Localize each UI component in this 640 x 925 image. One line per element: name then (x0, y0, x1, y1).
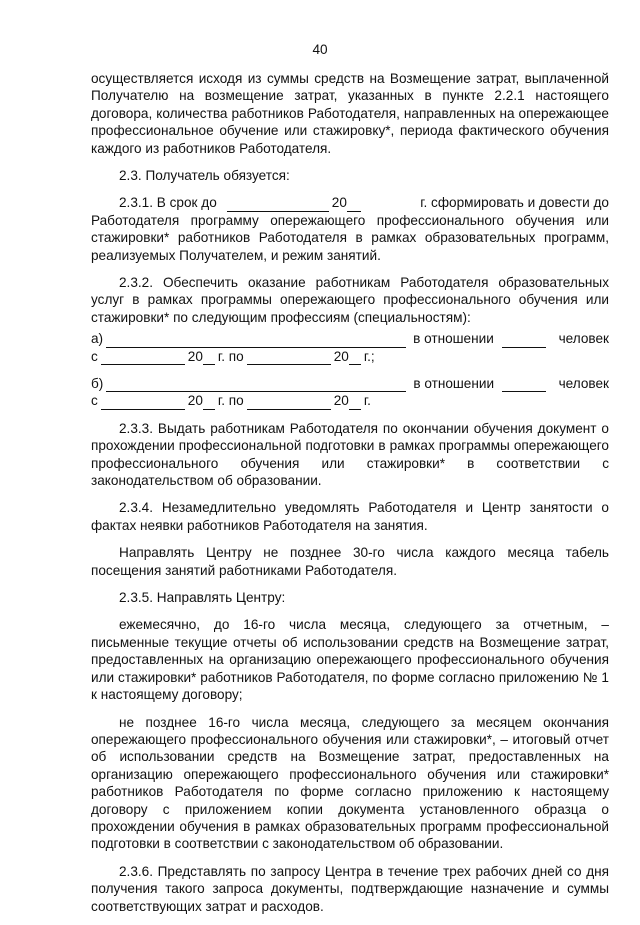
paragraph-monthly-reports: ежемесячно, до 16-го числа месяца, следующего за отчетным, – письменные текущие отчеты об использовании средств на Возмещение затрат, предоставленных на организацию опережающего профессионального обучения или стажировки* работников Работодателя, по форме согласно приложению № 1 к настоящему договору; (91, 617, 609, 703)
paragraph-2-3: 2.3. Получатель обязуется: (119, 168, 290, 184)
fill-a-end-date-blank (247, 351, 331, 365)
deadline-year: 20 (331, 195, 347, 211)
fill-a-from: с (91, 348, 98, 364)
fill-b-in-relation: в отношении (413, 376, 495, 392)
fill-a-profession-blank (106, 334, 406, 348)
fill-block-a (91, 330, 609, 365)
fill-b-people: человек (558, 376, 609, 392)
paragraph-tabel: Направлять Центру не позднее 30-го числа каждого месяца табель посещения занятий работниками Работодателя. (91, 545, 609, 578)
fill-a-year2-blank (349, 351, 361, 365)
paragraph-2-3-4: 2.3.4. Незамедлительно уведомлять Работодателя и Центр занятости о фактах неявки работников Работодателя на занятия. (91, 500, 609, 533)
fill-b-end: г. (363, 393, 371, 409)
fill-b-profession-blank (106, 378, 406, 392)
deadline-date-blank (227, 198, 329, 212)
paragraph-intro: осуществляется исходя из суммы средств на Возмещение затрат, выплаченной Получателю на возмещение затрат, указанных в пункте 2.2.1 настоящего договора, количества работников Работодателя, направленных на опережающее профессиональное обучение или стажировку*, периода фактического обучения каждого из работников Работодателя. (91, 71, 609, 156)
fill-a-year1: 20 (187, 348, 203, 364)
fill-a-marker: а) (91, 331, 104, 347)
fill-b-marker: б) (91, 376, 104, 392)
fill-b-start-date-blank (101, 396, 185, 410)
paragraph-final-report: не позднее 16-го числа месяца, следующего за месяцем окончания опережающего профессионального обучения или стажировки*, – итоговый отчет об использовании средств на Возмещение затрат, предоставленных на организацию опережающего профессионального обучения или стажировки* работников Работодателя по форме согласно приложению к настоящему договору с приложением копии документа установленного образца о прохождении обучения в рамках образовательных программ профессиональной подготовки в соответствии с законодательством об образовании. (91, 714, 609, 852)
fill-b-year1: 20 (187, 393, 203, 409)
fill-b-year2-blank (349, 396, 361, 410)
paragraph-2-3-2: 2.3.2. Обеспечить оказание работникам Работодателя образовательных услуг в рамках программы опережающего профессионального обучения или стажировки* по следующим профессиям (специальностям): (91, 275, 609, 325)
paragraph-2-3-5: 2.3.5. Направлять Центру: (119, 590, 286, 606)
fill-b-count-blank (502, 378, 546, 392)
paragraph-2-3-1 (91, 194, 609, 264)
fill-b-end-date-blank (247, 396, 331, 410)
page-number: 40 (312, 42, 328, 57)
clause-2-3-1-start: 2.3.1. В срок до (119, 195, 217, 211)
fill-a-in-relation: в отношении (413, 331, 494, 347)
fill-a-count-blank (502, 334, 546, 348)
deadline-year-blank (347, 198, 361, 212)
fill-a-year2: 20 (333, 348, 349, 364)
fill-b-year1-blank (203, 396, 215, 410)
fill-b-to: г. по (217, 393, 244, 409)
fill-b-year2: 20 (333, 393, 349, 409)
fill-block-b (91, 375, 609, 410)
fill-a-people: человек (558, 331, 609, 347)
clause-2-3-1-mid: г. сформировать и довести до (420, 195, 609, 211)
document-body (91, 70, 609, 925)
fill-a-start-date-blank (101, 351, 185, 365)
fill-b-from: с (91, 393, 98, 409)
paragraph-2-3-3: 2.3.3. Выдать работникам Работодателя по окончании обучения документ о прохождении профессиональной подготовки в рамках программы опережающего профессионального обучения или стажировки* в соответствии с законодательством об образовании. (91, 420, 609, 489)
fill-a-year1-blank (203, 351, 215, 365)
fill-a-end: г.; (363, 348, 375, 364)
fill-a-to: г. по (217, 348, 244, 364)
paragraph-2-3-6: 2.3.6. Представлять по запросу Центра в течение трех рабочих дней со дня получения такого запроса документы, подтверждающие назначение и суммы соответствующих затрат и расходов. (91, 863, 609, 914)
clause-2-3-1-rest: Работодателя программу опережающего профессионального обучения или стажировки* работников Работодателя в рамках образовательных программ, реализуемых Получателем, и режим занятий. (91, 212, 609, 263)
